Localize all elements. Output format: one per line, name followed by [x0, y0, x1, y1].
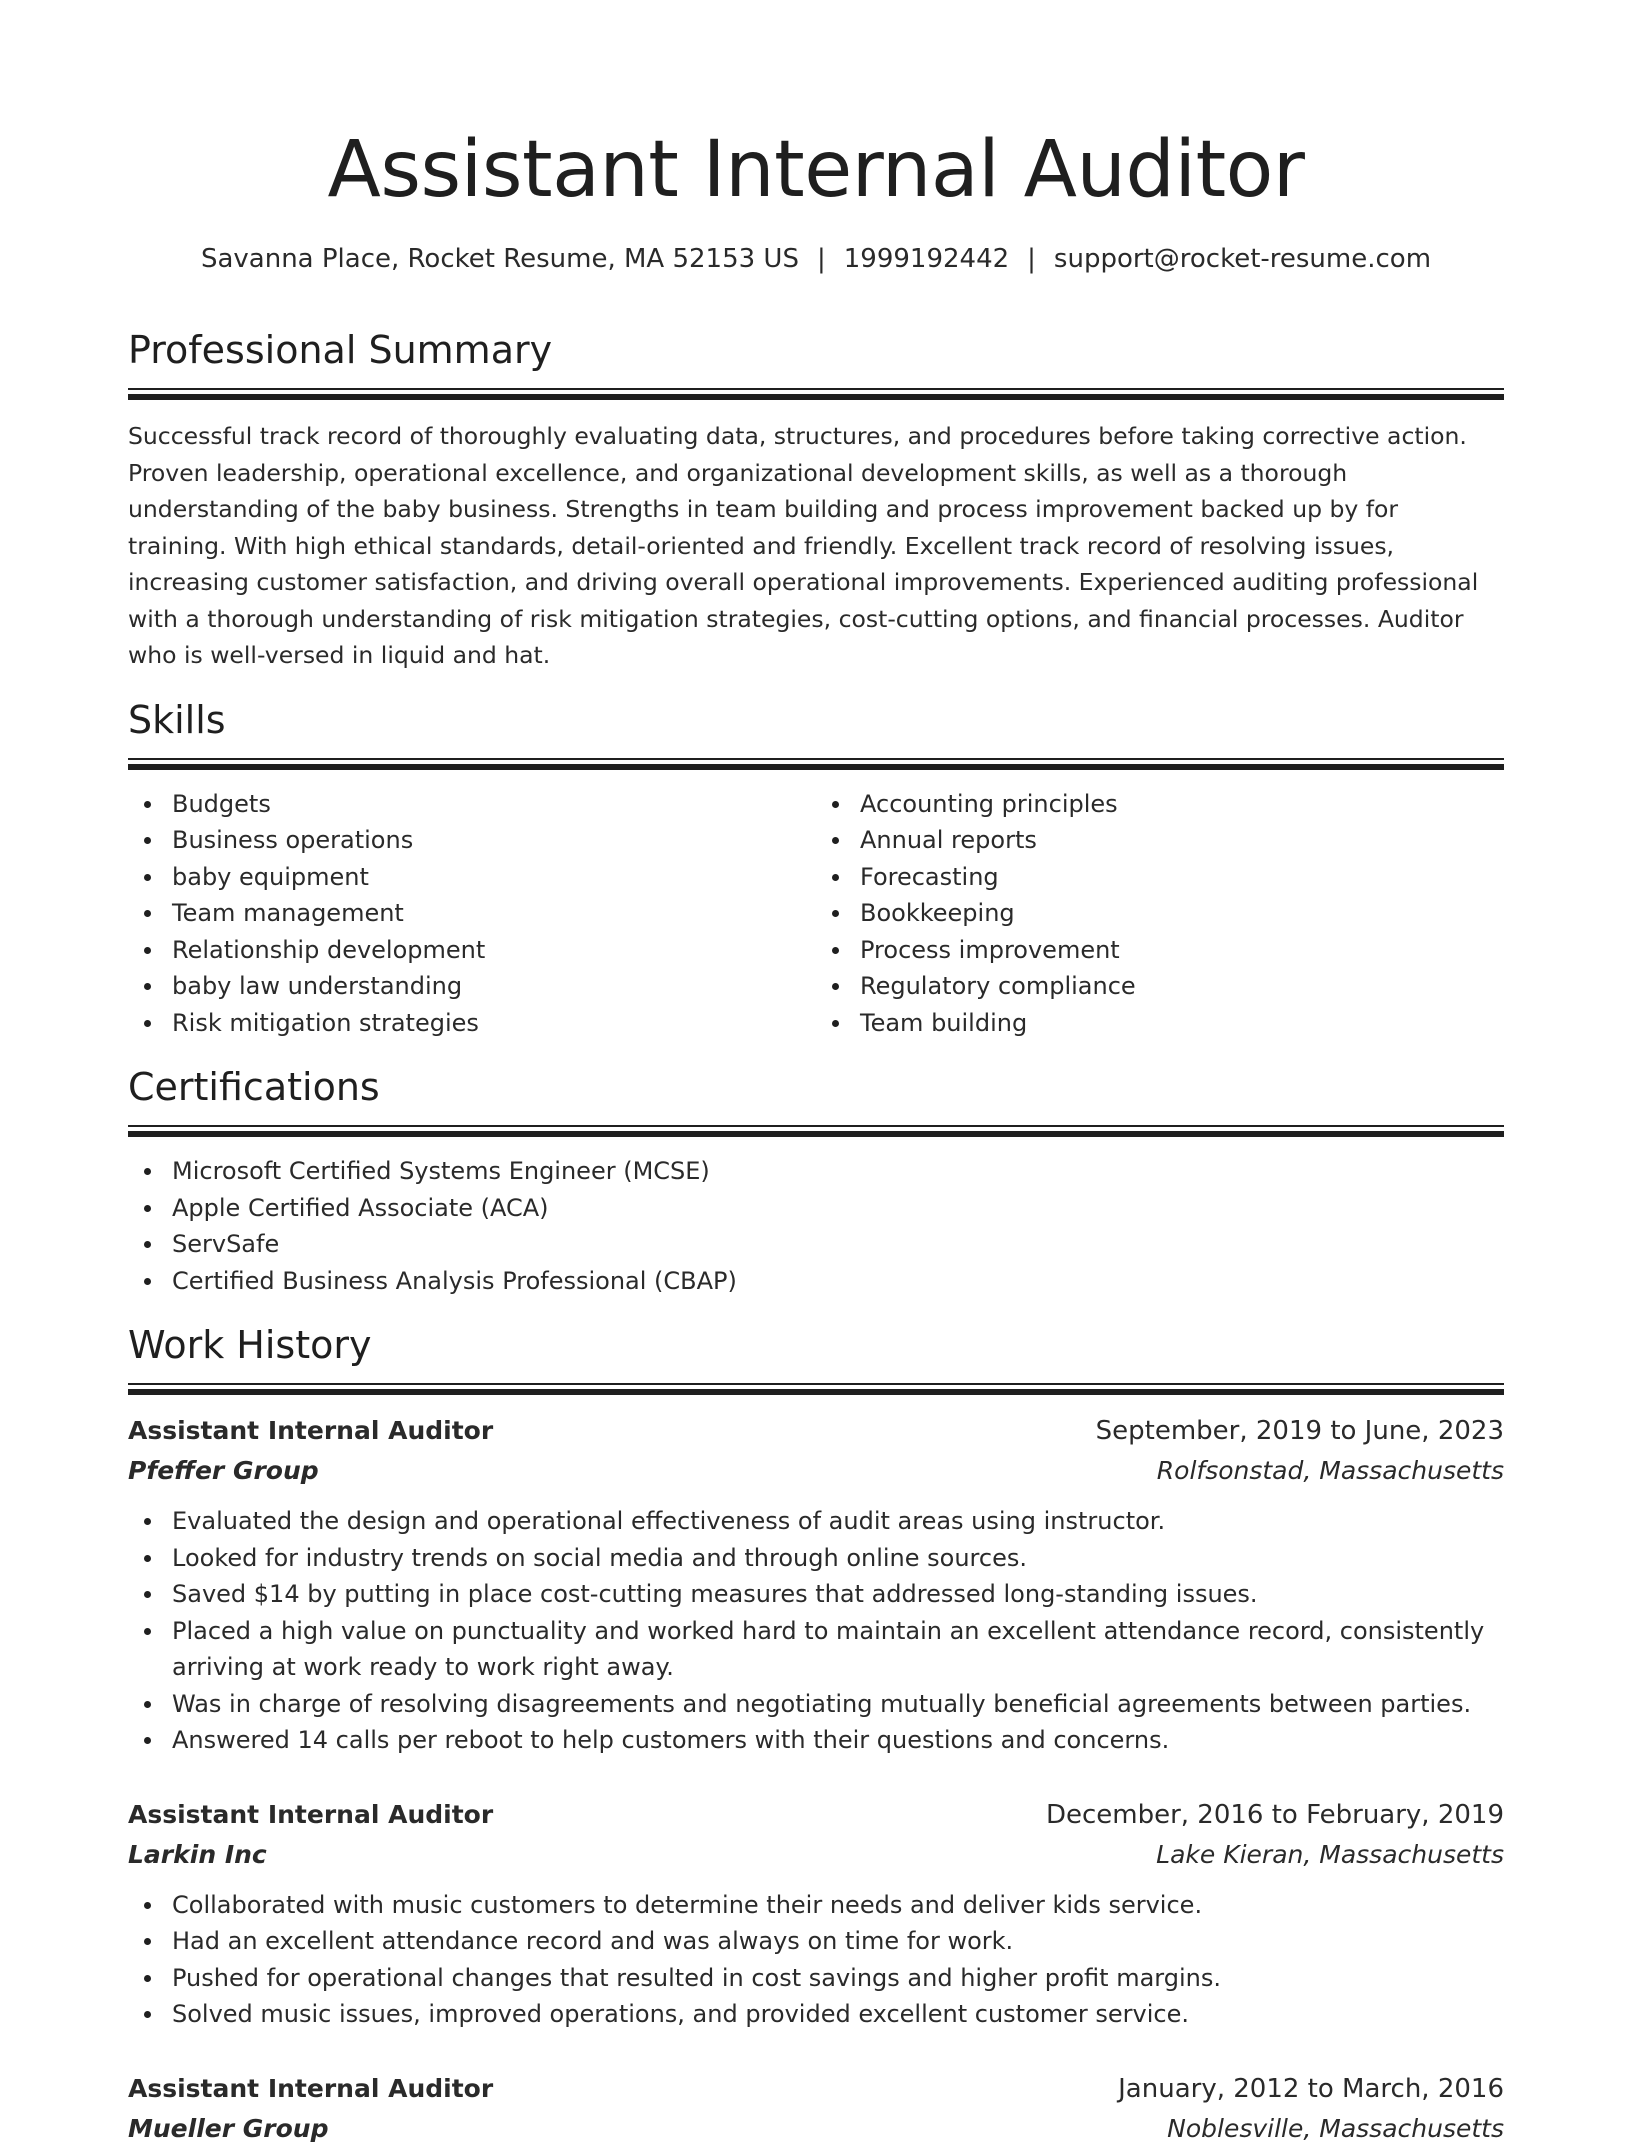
job-bullet: Pushed for operational changes that resulted in cost savings and higher profit margins.: [128, 1960, 1504, 1997]
job-company-row: [128, 2109, 1504, 2149]
certification-item: Certified Business Analysis Professional (CBAP): [128, 1263, 1504, 1300]
contact-line: [128, 242, 1504, 276]
job-company: Pfeffer Group: [128, 1456, 319, 1485]
job-bullet: Was in charge of resolving disagreements and negotiating mutually beneficial agreements between parties.: [128, 1686, 1504, 1723]
job-bullets: [128, 1503, 1504, 1759]
skill-item: Bookkeeping: [816, 895, 1504, 932]
job-dates: September, 2019 to June, 2023: [1095, 1416, 1504, 1446]
section-title-skills: Skills: [128, 697, 226, 742]
skill-item: Annual reports: [816, 822, 1504, 859]
contact-separator: |: [1027, 244, 1036, 274]
jobs-list: [128, 1411, 1504, 2149]
job-company-row: [128, 1451, 1504, 1491]
job-location: Lake Kieran, Massachusetts: [1156, 1839, 1504, 1869]
job-location: Noblesville, Massachusetts: [1167, 2113, 1504, 2143]
section-divider: [128, 1383, 1504, 1395]
skill-item: Accounting principles: [816, 786, 1504, 823]
summary-section: [128, 326, 1504, 674]
skill-item: Team management: [128, 895, 816, 932]
contact-email: support@rocket-resume.com: [1053, 244, 1432, 274]
skill-item: baby equipment: [128, 859, 816, 896]
job-location: Rolfsonstad, Massachusetts: [1156, 1456, 1504, 1485]
job-bullet: Placed a high value on punctuality and worked hard to maintain an excellent attendance record, consistently arriving at work ready to work right away.: [128, 1613, 1504, 1686]
job-bullet: Solved music issues, improved operations, and provided excellent customer service.: [128, 1996, 1504, 2033]
skills-section: [128, 696, 1504, 1042]
job-company: Mueller Group: [128, 2113, 329, 2143]
certification-item: Apple Certified Associate (ACA): [128, 1190, 1504, 1227]
skills-list-right: [816, 786, 1504, 1042]
section-title-work-history: Work History: [128, 1323, 372, 1367]
job-bullets: [128, 1887, 1504, 2033]
skill-item: Regulatory compliance: [816, 968, 1504, 1005]
skill-item: Relationship development: [128, 932, 816, 969]
section-divider: [128, 758, 1504, 770]
skill-item: baby law understanding: [128, 968, 816, 1005]
skill-item: Process improvement: [816, 932, 1504, 969]
job-company: Larkin Inc: [128, 1839, 267, 1869]
job-bullet: Evaluated the design and operational effectiveness of audit areas using instructor.: [128, 1503, 1504, 1540]
job-title: Assistant Internal Auditor: [128, 1799, 494, 1829]
section-divider: [128, 1125, 1504, 1137]
summary-text: Successful track record of thoroughly evaluating data, structures, and procedures before taking corrective action. Proven leadership, operational excellence, and organizational development skills, as well as a thorough understanding of the baby business. Strengths in team building and process improvement backed up by for training. With high ethical standards, detail-oriented and friendly. Excellent track record of resolving issues, increasing customer satisfaction, and driving overall operational improvements. Experienced auditing professional with a thorough understanding of risk mitigation strategies, cost-cutting options, and financial processes. Auditor who is well-versed in liquid and hat.: [128, 422, 1479, 669]
skill-item: Risk mitigation strategies: [128, 1005, 816, 1042]
job-bullet: Saved $14 by putting in place cost-cutting measures that addressed long-standing issues.: [128, 1576, 1504, 1613]
job-bullet: Collaborated with music customers to determine their needs and deliver kids service.: [128, 1887, 1504, 1924]
job-title: Assistant Internal Auditor: [128, 2073, 494, 2103]
job-bullet: Had an excellent attendance record and was always on time for work.: [128, 1923, 1504, 1960]
contact-phone: 1999192442: [843, 244, 1010, 274]
skill-item: Business operations: [128, 822, 816, 859]
certifications-list: [128, 1153, 1504, 1299]
section-divider: [128, 388, 1504, 400]
skill-item: Team building: [816, 1005, 1504, 1042]
contact-address: Savanna Place, Rocket Resume, MA 52153 US: [200, 244, 799, 274]
job-dates: January, 2012 to March, 2016: [1118, 2073, 1504, 2104]
skill-item: Budgets: [128, 786, 816, 823]
job-bullet: Answered 14 calls per reboot to help customers with their questions and concerns.: [128, 1722, 1504, 1759]
job-header-row: [128, 1795, 1504, 1835]
job-company-row: [128, 1835, 1504, 1875]
candidate-name: Assistant Internal Auditor: [327, 125, 1305, 215]
job-header-row: [128, 2069, 1504, 2109]
job-bullet: Looked for industry trends on social media and through online sources.: [128, 1540, 1504, 1577]
skills-list-left: [128, 786, 816, 1042]
section-title-certifications: Certifications: [128, 1065, 380, 1109]
certification-item: Microsoft Certified Systems Engineer (MCSE): [128, 1153, 1504, 1190]
job-entry: [128, 1795, 1504, 2033]
contact-separator: |: [816, 244, 826, 274]
certification-item: ServSafe: [128, 1226, 1504, 1263]
job-header-row: [128, 1411, 1504, 1451]
skill-item: Forecasting: [816, 859, 1504, 896]
section-title-summary: Professional Summary: [128, 328, 553, 372]
skills-columns: [128, 786, 1504, 1042]
job-dates: December, 2016 to February, 2019: [1045, 1799, 1504, 1830]
work-history-section: [128, 1321, 1504, 2149]
job-entry: [128, 1411, 1504, 1759]
job-title: Assistant Internal Auditor: [128, 1416, 494, 1445]
job-entry: [128, 2069, 1504, 2149]
certifications-section: [128, 1063, 1504, 1299]
